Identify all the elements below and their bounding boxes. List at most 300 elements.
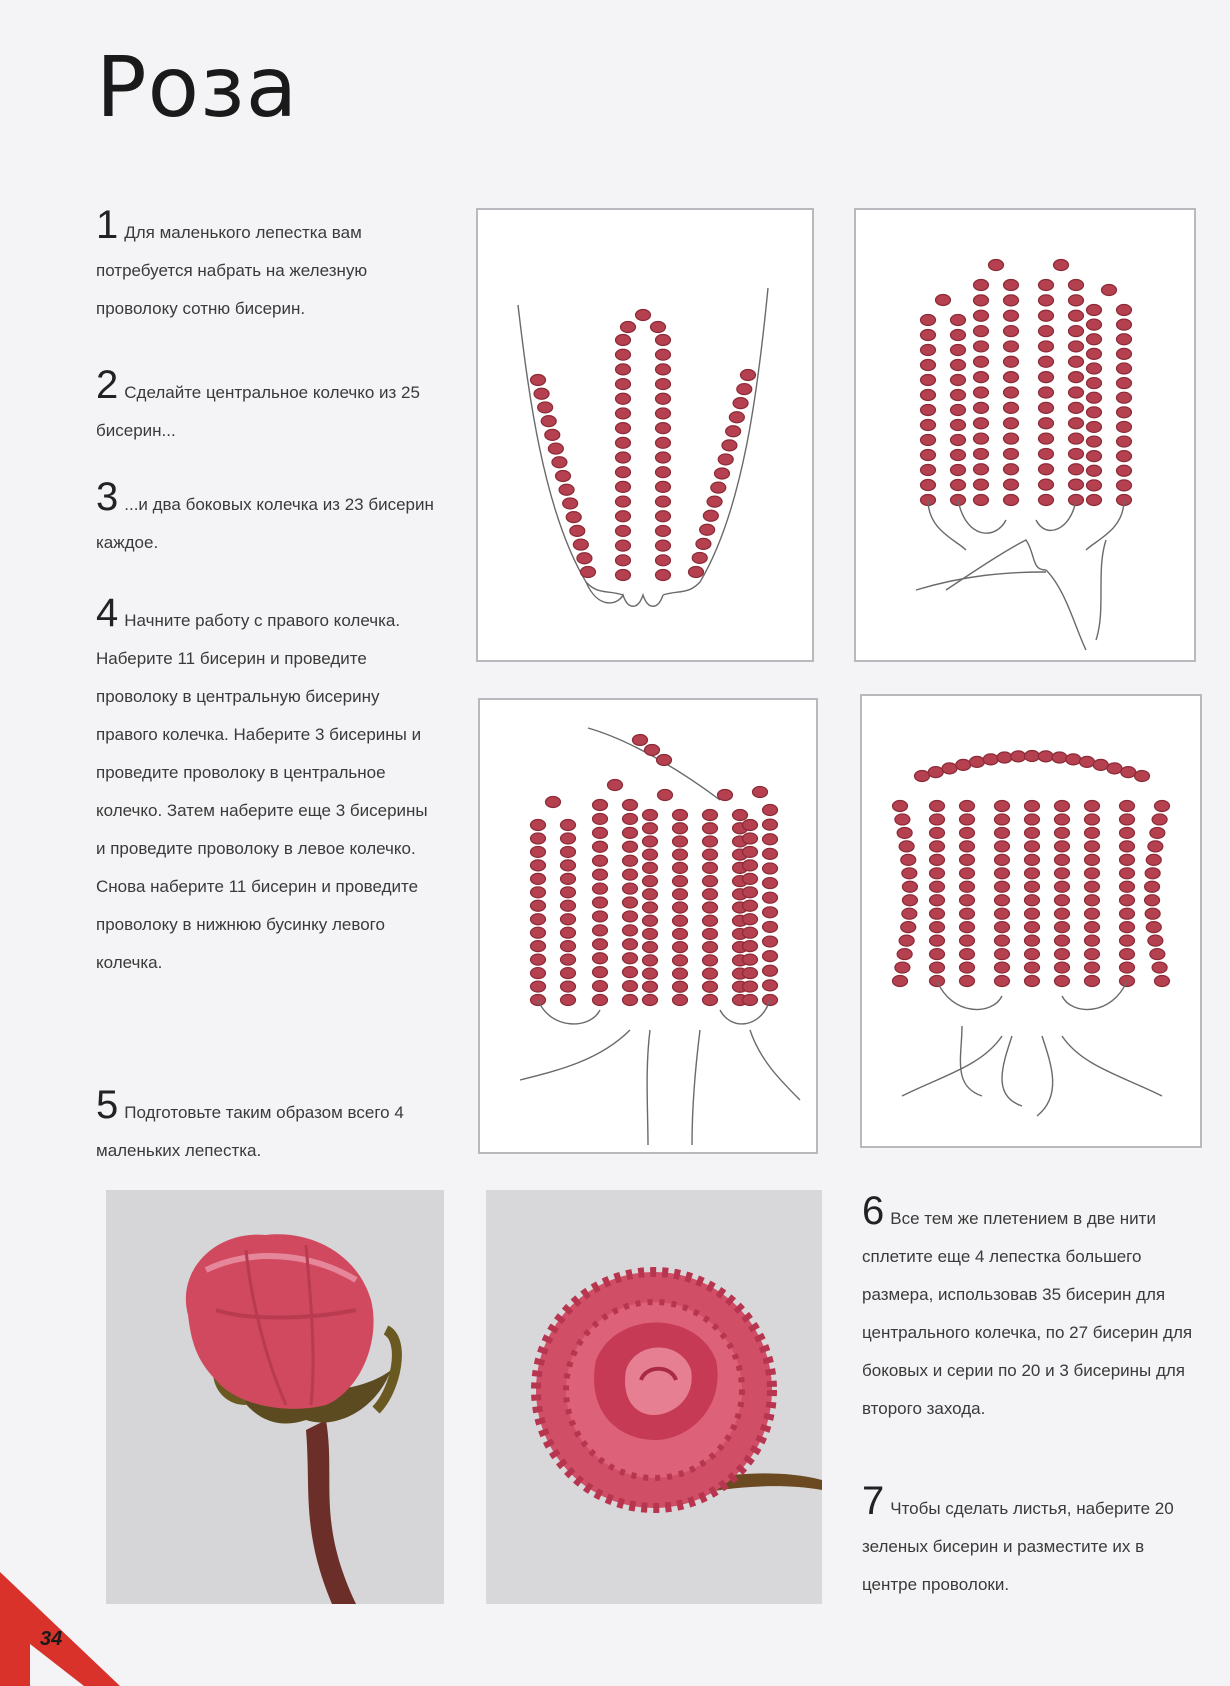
bead xyxy=(763,892,778,903)
bead xyxy=(1004,356,1019,367)
bead xyxy=(995,895,1010,906)
bead xyxy=(718,454,733,465)
bead xyxy=(1117,451,1132,462)
bead xyxy=(921,465,936,476)
bead xyxy=(960,827,975,838)
bead xyxy=(643,955,658,966)
bead xyxy=(656,452,671,463)
bead xyxy=(718,790,733,801)
bead xyxy=(1069,479,1084,490)
diagram-step-4 xyxy=(860,694,1202,1148)
bead xyxy=(623,925,638,936)
bead xyxy=(1025,751,1040,762)
bead xyxy=(643,981,658,992)
bead xyxy=(703,862,718,873)
bead xyxy=(951,450,966,461)
bead xyxy=(561,981,576,992)
bead xyxy=(722,440,737,451)
bead xyxy=(656,467,671,478)
bead xyxy=(1087,334,1102,345)
bead xyxy=(951,375,966,386)
bead xyxy=(1117,392,1132,403)
bead xyxy=(995,935,1010,946)
bead xyxy=(1039,295,1054,306)
bead xyxy=(673,995,688,1006)
bead xyxy=(1025,935,1040,946)
bead xyxy=(1120,854,1135,865)
bead xyxy=(643,995,658,1006)
bead xyxy=(956,759,971,770)
bead xyxy=(1004,310,1019,321)
bead xyxy=(997,752,1012,763)
bead xyxy=(531,900,546,911)
bead xyxy=(593,925,608,936)
bead xyxy=(974,341,989,352)
bead xyxy=(1069,372,1084,383)
bead xyxy=(960,814,975,825)
bead xyxy=(656,408,671,419)
bead xyxy=(546,797,561,808)
step-3 xyxy=(96,475,436,562)
bead xyxy=(960,868,975,879)
bead xyxy=(743,846,758,857)
bead xyxy=(593,869,608,880)
bead xyxy=(1087,421,1102,432)
bead xyxy=(995,962,1010,973)
bead xyxy=(1039,448,1054,459)
bead xyxy=(556,471,571,482)
bead xyxy=(703,849,718,860)
bead xyxy=(743,860,758,871)
bead xyxy=(743,995,758,1006)
bead xyxy=(1069,295,1084,306)
bead xyxy=(1117,436,1132,447)
bead xyxy=(1087,465,1102,476)
bead xyxy=(1055,908,1070,919)
bead xyxy=(1080,756,1095,767)
bead xyxy=(1025,962,1040,973)
bead xyxy=(1039,418,1054,429)
wire xyxy=(586,582,663,606)
bead xyxy=(974,418,989,429)
step-number: 7 xyxy=(862,1479,885,1523)
bead xyxy=(656,335,671,346)
bead xyxy=(1085,935,1100,946)
bead xyxy=(1039,495,1054,506)
step-number: 5 xyxy=(96,1083,119,1127)
step-text: Сделайте центральное колечко из 25 бисерин... xyxy=(96,383,420,440)
bead xyxy=(1055,854,1070,865)
bead xyxy=(643,810,658,821)
bead xyxy=(951,420,966,431)
bead xyxy=(561,914,576,925)
bead xyxy=(703,510,718,521)
bead xyxy=(974,310,989,321)
bead xyxy=(1055,814,1070,825)
bead xyxy=(1004,495,1019,506)
bead xyxy=(1085,976,1100,987)
bead xyxy=(593,813,608,824)
bead xyxy=(623,953,638,964)
bead xyxy=(960,976,975,987)
bead xyxy=(1069,326,1084,337)
bead xyxy=(1085,814,1100,825)
bead xyxy=(743,873,758,884)
bead xyxy=(921,360,936,371)
bead xyxy=(566,512,581,523)
bead xyxy=(703,836,718,847)
bead xyxy=(743,833,758,844)
bead xyxy=(960,801,975,812)
step-6 xyxy=(862,1189,1198,1428)
bead xyxy=(995,908,1010,919)
bead xyxy=(995,976,1010,987)
bead xyxy=(673,836,688,847)
bead xyxy=(1087,407,1102,418)
bead xyxy=(1087,363,1102,374)
bead xyxy=(593,855,608,866)
bead xyxy=(656,349,671,360)
bead xyxy=(623,967,638,978)
bead xyxy=(1155,801,1170,812)
bead xyxy=(531,820,546,831)
bead xyxy=(901,854,916,865)
bead-diagram-loops-wrapping xyxy=(480,700,816,1152)
bead xyxy=(1004,387,1019,398)
step-text: Для маленького лепестка вам потребуется набрать на железную проволоку сотню бисерин. xyxy=(96,223,368,318)
bead xyxy=(673,889,688,900)
bead xyxy=(643,849,658,860)
bead xyxy=(673,810,688,821)
bead xyxy=(593,967,608,978)
bead xyxy=(561,927,576,938)
bead xyxy=(643,942,658,953)
bead xyxy=(930,962,945,973)
bead xyxy=(729,412,744,423)
bead xyxy=(643,902,658,913)
bead xyxy=(995,827,1010,838)
bead xyxy=(930,949,945,960)
bead xyxy=(593,897,608,908)
bead xyxy=(593,800,608,811)
bead xyxy=(1039,387,1054,398)
bead xyxy=(1039,433,1054,444)
bead xyxy=(531,887,546,898)
step-5 xyxy=(96,1083,436,1170)
bead xyxy=(643,889,658,900)
bead xyxy=(573,539,588,550)
bead xyxy=(1004,402,1019,413)
bead xyxy=(1054,260,1069,271)
bead xyxy=(921,330,936,341)
bead xyxy=(1052,752,1067,763)
bead xyxy=(995,854,1010,865)
bead xyxy=(673,981,688,992)
bead xyxy=(1093,759,1108,770)
bead xyxy=(921,390,936,401)
bead xyxy=(1069,356,1084,367)
diagram-step-2 xyxy=(854,208,1196,662)
bead xyxy=(593,995,608,1006)
wire xyxy=(946,540,1046,590)
bead xyxy=(531,981,546,992)
bead xyxy=(703,942,718,953)
bead xyxy=(703,876,718,887)
bead xyxy=(1085,868,1100,879)
bead xyxy=(921,435,936,446)
bead xyxy=(656,481,671,492)
bead xyxy=(1066,754,1081,765)
photo-rosebud xyxy=(106,1190,444,1604)
bead xyxy=(1117,363,1132,374)
bead xyxy=(951,480,966,491)
bead xyxy=(703,968,718,979)
bead xyxy=(1117,334,1132,345)
bead xyxy=(1025,949,1040,960)
bead xyxy=(657,755,672,766)
bead xyxy=(1145,908,1160,919)
bead xyxy=(616,496,631,507)
bead-diagram-three-loops xyxy=(478,210,812,660)
bead xyxy=(531,846,546,857)
step-number: 1 xyxy=(96,203,119,247)
bead xyxy=(643,823,658,834)
bead xyxy=(1069,280,1084,291)
bead xyxy=(763,951,778,962)
bead xyxy=(715,468,730,479)
bead xyxy=(936,295,951,306)
bead xyxy=(1120,801,1135,812)
bead xyxy=(656,540,671,551)
bead xyxy=(1107,763,1122,774)
bead xyxy=(703,915,718,926)
bead xyxy=(974,372,989,383)
bead xyxy=(1148,841,1163,852)
bead xyxy=(915,771,930,782)
bead xyxy=(561,820,576,831)
bead xyxy=(743,887,758,898)
bead xyxy=(995,814,1010,825)
step-text: Начните работу с правого колечка. Наберите 11 бисерин и проведите проволоку в центральную бисерину правого колечка. Наберите 3 бисерины и проведите проволоку в центральное колечко. Затем наберите еще 3 бисерины и проведите проволоку в левое колечко. Снова наберите 11 бисерин и проведите проволоку в нижнюю бусинку левого колечка. xyxy=(96,611,428,972)
bead xyxy=(623,813,638,824)
bead xyxy=(1117,465,1132,476)
bead xyxy=(960,949,975,960)
bead xyxy=(623,827,638,838)
wire xyxy=(647,1030,650,1145)
bead xyxy=(960,962,975,973)
bead xyxy=(703,810,718,821)
bead xyxy=(1150,949,1165,960)
bead xyxy=(1120,908,1135,919)
bead xyxy=(673,862,688,873)
bead xyxy=(974,402,989,413)
photo-open-rose xyxy=(486,1190,822,1604)
bead xyxy=(1004,479,1019,490)
bead xyxy=(616,452,631,463)
bead xyxy=(928,767,943,778)
bead xyxy=(763,936,778,947)
bead xyxy=(531,873,546,884)
bead xyxy=(893,801,908,812)
bead xyxy=(974,295,989,306)
bead xyxy=(673,849,688,860)
bead xyxy=(561,860,576,871)
bead xyxy=(1145,895,1160,906)
bead xyxy=(552,457,567,468)
bead xyxy=(1039,356,1054,367)
bead xyxy=(616,379,631,390)
bead xyxy=(960,854,975,865)
bead xyxy=(921,375,936,386)
bead xyxy=(703,928,718,939)
bead xyxy=(656,437,671,448)
bead xyxy=(1117,305,1132,316)
bead xyxy=(930,801,945,812)
wire xyxy=(1046,570,1086,650)
bead xyxy=(658,790,673,801)
bead xyxy=(673,928,688,939)
bead xyxy=(616,364,631,375)
bead xyxy=(989,260,1004,271)
bead xyxy=(1025,854,1040,865)
bead xyxy=(545,429,560,440)
bead xyxy=(673,942,688,953)
bead xyxy=(1004,372,1019,383)
bead xyxy=(1025,868,1040,879)
bead xyxy=(534,388,549,399)
bead xyxy=(1055,949,1070,960)
bead xyxy=(703,955,718,966)
bead xyxy=(616,335,631,346)
bead xyxy=(951,315,966,326)
bead xyxy=(1087,480,1102,491)
bead xyxy=(974,326,989,337)
bead xyxy=(743,820,758,831)
bead xyxy=(1069,341,1084,352)
bead xyxy=(1145,881,1160,892)
bead xyxy=(561,833,576,844)
step-4 xyxy=(96,591,436,982)
bead xyxy=(616,349,631,360)
step-text: Все тем же плетением в две нити сплетите еще 4 лепестка большего размера, использовав 35 бисерин для центрального колечка, по 27 бисерин для боковых и серии по 20 и 3 бисерины для второго захода. xyxy=(862,1209,1193,1418)
wire xyxy=(902,1036,1002,1096)
bead xyxy=(1069,402,1084,413)
bead xyxy=(899,935,914,946)
bead xyxy=(1120,868,1135,879)
bead xyxy=(902,868,917,879)
bead xyxy=(1039,479,1054,490)
bead xyxy=(974,280,989,291)
bead xyxy=(616,437,631,448)
bead xyxy=(960,908,975,919)
bead xyxy=(763,980,778,991)
bead xyxy=(656,423,671,434)
bead xyxy=(531,833,546,844)
step-2 xyxy=(96,363,436,450)
bead xyxy=(633,735,648,746)
bead xyxy=(893,976,908,987)
bead xyxy=(623,800,638,811)
bead xyxy=(1148,935,1163,946)
bead xyxy=(1085,949,1100,960)
step-number: 4 xyxy=(96,591,119,635)
bead xyxy=(743,954,758,965)
bead xyxy=(930,841,945,852)
wire xyxy=(916,572,1046,590)
bead xyxy=(1055,827,1070,838)
bead xyxy=(1004,418,1019,429)
bead xyxy=(763,848,778,859)
step-text: ...и два боковых колечка из 23 бисерин каждое. xyxy=(96,495,434,552)
bead xyxy=(743,941,758,952)
bead xyxy=(593,953,608,964)
bead xyxy=(623,939,638,950)
bead xyxy=(616,423,631,434)
bead xyxy=(1011,751,1026,762)
bead xyxy=(763,965,778,976)
diagram-step-3 xyxy=(478,698,818,1154)
bead xyxy=(930,814,945,825)
bead xyxy=(703,889,718,900)
bead xyxy=(561,968,576,979)
bead xyxy=(895,962,910,973)
bead xyxy=(921,315,936,326)
bead xyxy=(561,941,576,952)
bead xyxy=(656,525,671,536)
bead xyxy=(656,364,671,375)
bead xyxy=(1004,295,1019,306)
bead xyxy=(897,827,912,838)
bead xyxy=(1004,448,1019,459)
bead xyxy=(1087,392,1102,403)
bead xyxy=(1025,922,1040,933)
bead xyxy=(616,570,631,581)
bead xyxy=(995,868,1010,879)
bead xyxy=(763,863,778,874)
bead xyxy=(1055,962,1070,973)
bead xyxy=(995,881,1010,892)
bead xyxy=(743,900,758,911)
bead xyxy=(1087,378,1102,389)
bead xyxy=(1039,372,1054,383)
bead xyxy=(1069,418,1084,429)
bead xyxy=(559,484,574,495)
bead xyxy=(531,860,546,871)
bead xyxy=(1055,881,1070,892)
step-number: 2 xyxy=(96,363,119,407)
wire xyxy=(518,305,623,595)
bead xyxy=(673,823,688,834)
bead xyxy=(1025,976,1040,987)
bead xyxy=(901,922,916,933)
bead xyxy=(1025,908,1040,919)
bead xyxy=(692,552,707,563)
bead xyxy=(616,393,631,404)
bead xyxy=(960,935,975,946)
bead xyxy=(1069,310,1084,321)
bead xyxy=(1055,868,1070,879)
bead xyxy=(703,823,718,834)
bead xyxy=(656,379,671,390)
bead xyxy=(1025,827,1040,838)
bead xyxy=(753,787,768,798)
bead xyxy=(930,895,945,906)
bead xyxy=(593,827,608,838)
bead xyxy=(561,995,576,1006)
bead xyxy=(711,482,726,493)
bead xyxy=(1145,868,1160,879)
bead xyxy=(531,941,546,952)
